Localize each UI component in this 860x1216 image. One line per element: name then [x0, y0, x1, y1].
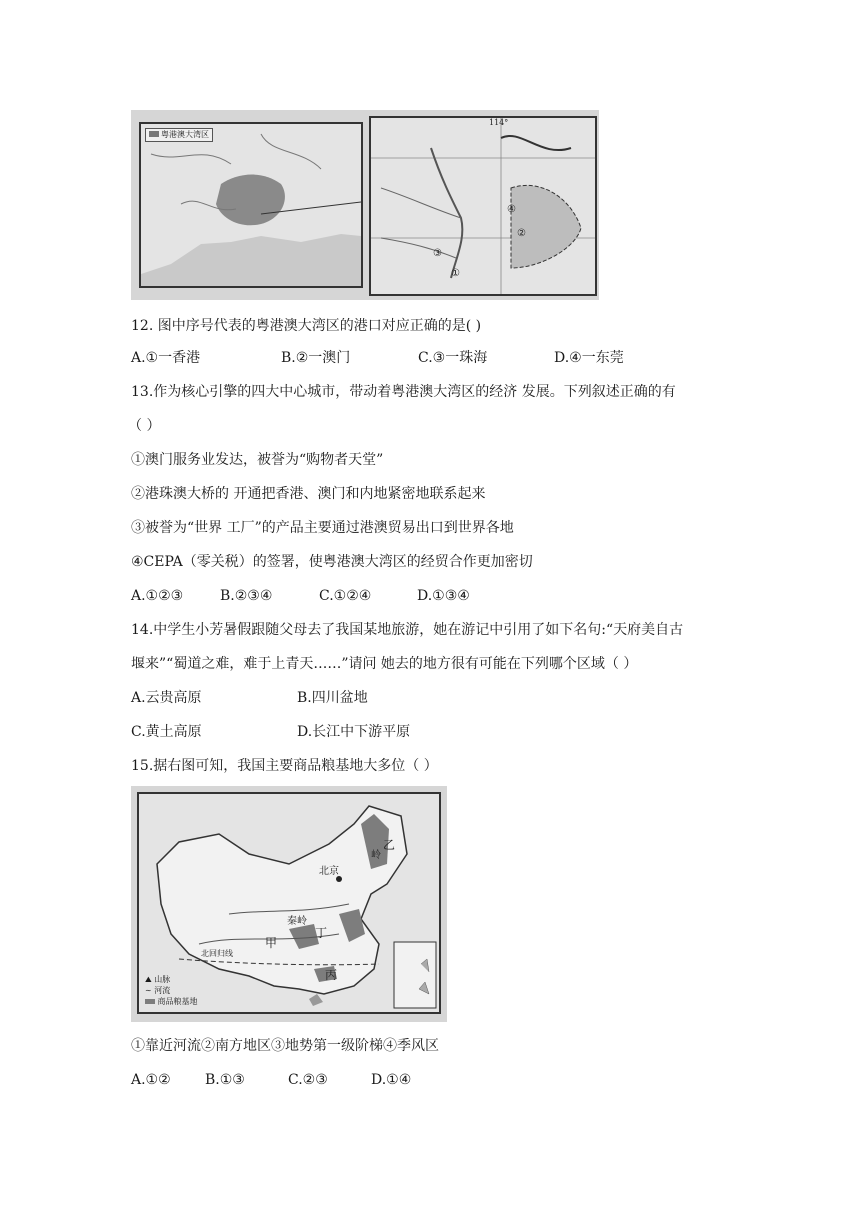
q13-statement-2: ②港珠澳大桥的 开通把香港、澳门和内地紧密地联系起来 — [131, 486, 486, 502]
grain-base-swatch — [145, 999, 155, 1004]
ding-label: 丁 — [315, 926, 328, 940]
overview-map-graphic — [141, 124, 361, 286]
legend-grain-base — [145, 996, 198, 1007]
bay-area-detail-map — [369, 116, 597, 296]
marker-2: ② — [517, 228, 526, 239]
q13-statement-4: ④CEPA（零关税）的签署，使粤港澳大湾区的经贸合作更加密切 — [131, 554, 533, 570]
q13-statement-1: ①澳门服务业发达，被誉为“购物者天堂” — [131, 452, 384, 468]
river-icon: ∼ — [145, 986, 152, 995]
legend-mountain — [145, 974, 198, 985]
china-grain-base-map-figure — [131, 786, 447, 1022]
legend-bay-area-label: 粤港澳大湾区 — [161, 130, 209, 139]
china-map-legend — [145, 974, 198, 1007]
mountain-icon: ⛰ — [145, 975, 152, 984]
yi-label: 乙 — [383, 838, 396, 852]
tropic-label: 北回归线 — [201, 949, 233, 958]
bay-area-overview-map — [139, 122, 363, 288]
overview-legend — [145, 128, 213, 142]
q12-option-a[interactable]: A.①一香港 — [131, 350, 201, 366]
marker-3: ③ — [433, 248, 442, 259]
qinling-label: 秦岭 — [287, 916, 307, 927]
bay-area-map-figure — [131, 110, 599, 300]
q13-option-d[interactable]: D.①③④ — [417, 588, 470, 604]
q15-stem: 15.据右图可知，我国主要商品粮基地大多位（ ） — [131, 758, 438, 774]
q12-option-c[interactable]: C.③一珠海 — [418, 350, 488, 366]
marker-1: ① — [451, 268, 460, 279]
q13-option-b[interactable]: B.②③④ — [220, 588, 273, 604]
q14-option-d[interactable]: D.长江中下游平原 — [297, 724, 411, 740]
q13-statement-3: ③被誉为“世界 工厂”的产品主要通过港澳贸易出口到世界各地 — [131, 520, 514, 536]
jia-label: 甲 — [265, 936, 278, 950]
legend-mountain-label: 山脉 — [154, 975, 171, 984]
q12-option-d[interactable]: D.④一东莞 — [554, 350, 624, 366]
legend-grain-base-label: 商品粮基地 — [157, 997, 198, 1006]
q12-option-b[interactable]: B.②一澳门 — [281, 350, 351, 366]
marker-4: ④ — [507, 204, 516, 215]
q15-option-a[interactable]: A.①② — [131, 1072, 171, 1088]
q14-option-c[interactable]: C.黄土高原 — [131, 724, 202, 740]
q13-option-c[interactable]: C.①②④ — [319, 588, 372, 604]
q13-stem-cont: （ ） — [128, 418, 161, 434]
q12-stem: 12. 图中序号代表的粤港澳大湾区的港口对应正确的是( ) — [131, 318, 482, 334]
q14-option-a[interactable]: A.云贵高原 — [131, 690, 202, 706]
china-map — [137, 792, 441, 1014]
legend-river — [145, 985, 198, 996]
beijing-label: 北京 — [319, 866, 339, 877]
longitude-label: 114° — [489, 118, 509, 127]
q14-stem-cont: 堰来”“蜀道之难，难于上青天……”请问 她去的地方很有可能在下列哪个区域（ ） — [131, 656, 638, 672]
legend-swatch — [149, 131, 159, 137]
q13-option-a[interactable]: A.①②③ — [131, 588, 184, 604]
q15-option-b[interactable]: B.①③ — [205, 1072, 245, 1088]
q14-option-b[interactable]: B.四川盆地 — [297, 690, 368, 706]
q14-stem: 14.中学生小芳暑假跟随父母去了我国某地旅游，她在游记中引用了如下名句:“天府美自古 — [131, 622, 684, 638]
q13-stem: 13.作为核心引擎的四大中心城市，带动着粤港澳大湾区的经济 发展。下列叙述正确的有 — [131, 384, 676, 400]
legend-river-label: 河流 — [154, 986, 171, 995]
q15-statements: ①靠近河流②南方地区③地势第一级阶梯④季风区 — [131, 1038, 439, 1054]
q15-option-c[interactable]: C.②③ — [288, 1072, 328, 1088]
q15-option-d[interactable]: D.①④ — [371, 1072, 412, 1088]
bing-label: 丙 — [325, 968, 338, 982]
detail-map-graphic — [371, 118, 595, 294]
daxinganling-label: 岭 — [371, 850, 381, 861]
